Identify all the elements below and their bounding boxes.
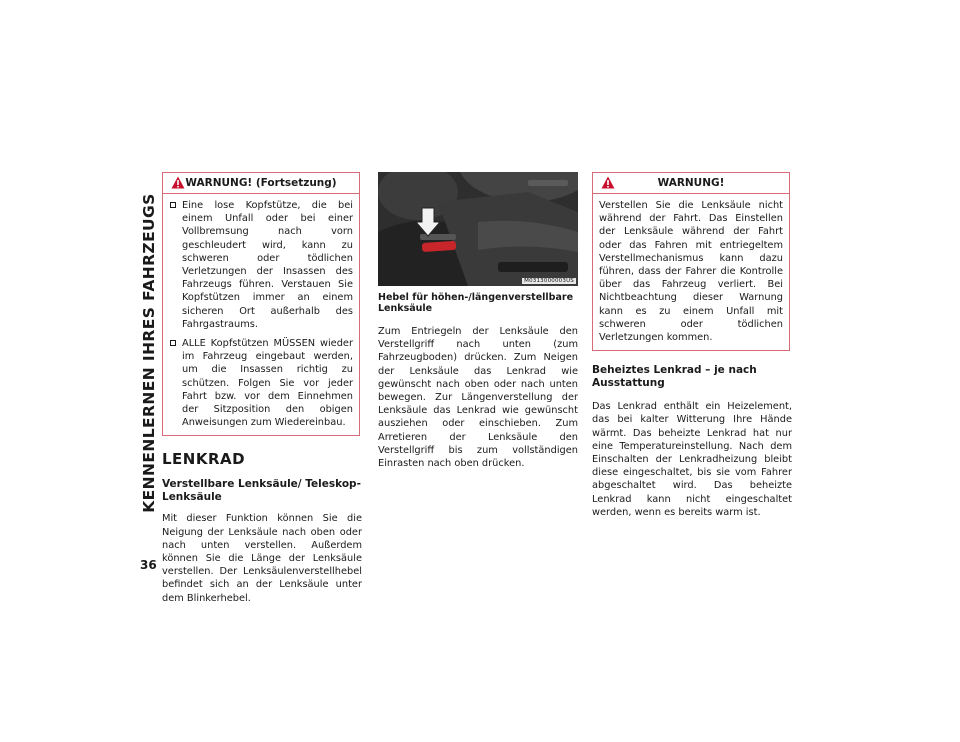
steering-lever-figure: [378, 172, 578, 286]
chapter-title-text: KENNENLERNEN IHRES FAHRZEUGS: [140, 192, 158, 513]
section-title: LENKRAD: [162, 450, 246, 469]
heated-wheel-text: Das Lenkrad enthält ein Heizelement, das bei kalter Witterung Ihre Hände wärmt. Das beheizte Lenkrad hat nur eine Temperatureinstellung. Nach dem Einschalten der Lenkradheizung bleibt diese eingeschaltet, bis sie vom Fahrer abgeschaltet wird. Das beheizte Lenkrad kann nicht eingeschaltet werden, wenn es bereits warm ist.: [592, 401, 792, 518]
warning-triangle-icon: [601, 176, 615, 190]
column-middle: [378, 172, 578, 470]
subsection-title: Verstellbare Lenksäule/ Teleskop-Lenksäule: [162, 478, 361, 504]
warning-continued-box: [162, 172, 360, 436]
warning-text: Verstellen Sie die Lenksäule nicht während der Fahrt. Das Einstellen der Lenksäule während der Fahrt oder das Fahren mit entriegeltem Verstellmechanismus kann dazu führen, dass der Fahrer die Kontrolle über das Fahrzeug verliert. Bei Nichtbeachtung dieser Warnung kann es zu einem Unfall mit schweren oder tödlichen Verletzungen kommen.: [599, 200, 783, 344]
warning-bullet-text: Eine lose Kopfstütze, die bei einem Unfall oder bei einer Vollbremsung nach vorn geschleudert wird, kann zu schweren oder tödlichen Verletzungen der Insassen des Fahrzeugs führen. Verstauen Sie Kopfstützen immer an einem sicheren Ort außerhalb des Fahrgastraums.: [182, 200, 353, 330]
figure-caption: Hebel für höhen-/längenverstellbare Lenksäule: [378, 292, 574, 314]
warning-header: [593, 173, 789, 194]
warning-continued-title: WARNUNG! (Fortsetzung): [185, 177, 337, 189]
page-number: 36: [140, 558, 157, 572]
bullet-square-icon: [170, 202, 176, 208]
figure-code: M0313000003US: [524, 278, 574, 284]
warning-title: WARNUNG!: [657, 177, 725, 189]
figure-body-text: Zum Entriegeln der Lenksäule den Verstellgriff nach unten (zum Fahrzeugboden) drücken. Zum Neigen der Lenksäule das Lenkrad wie gewünscht nach oben oder nach unten bewegen. Zur Längenverstellung der Lenksäule das Lenkrad wie gewünscht ausziehen oder einschieben. Zum Arretieren der Lenksäule den Verstellgriff bis zum vollständigen Einrasten nach oben drücken.: [378, 326, 578, 470]
heated-wheel-title: Beheiztes Lenkrad – je nach Ausstattung: [592, 364, 757, 390]
column-right: [592, 172, 792, 519]
warning-box: [592, 172, 790, 351]
warning-continued-header: [163, 173, 359, 194]
warning-bullet: [169, 199, 353, 331]
column-left: [162, 172, 362, 605]
chapter-side-title: [138, 175, 160, 530]
subsection-text: Mit dieser Funktion können Sie die Neigung der Lenksäule nach oben oder nach unten verstellen. Außerdem können Sie die Länge der Lenksäule verstellen. Der Lenksäulenverstellhebel befindet sich an der Lenksäule unter dem Blinkerhebel.: [162, 513, 362, 604]
warning-triangle-icon: [171, 176, 185, 190]
bullet-square-icon: [170, 340, 176, 346]
warning-bullet: [169, 337, 353, 429]
steering-column-illustration: [378, 172, 578, 286]
warning-bullet-text: ALLE Kopfstützen MÜSSEN wieder im Fahrzeug eingebaut werden, um die Insassen richtig zu schützen. Folgen Sie vor jeder Fahrt bzw. vor dem Einnehmen der Sitzposition den obigen Anweisungen zum Wiedereinbau.: [182, 338, 353, 429]
